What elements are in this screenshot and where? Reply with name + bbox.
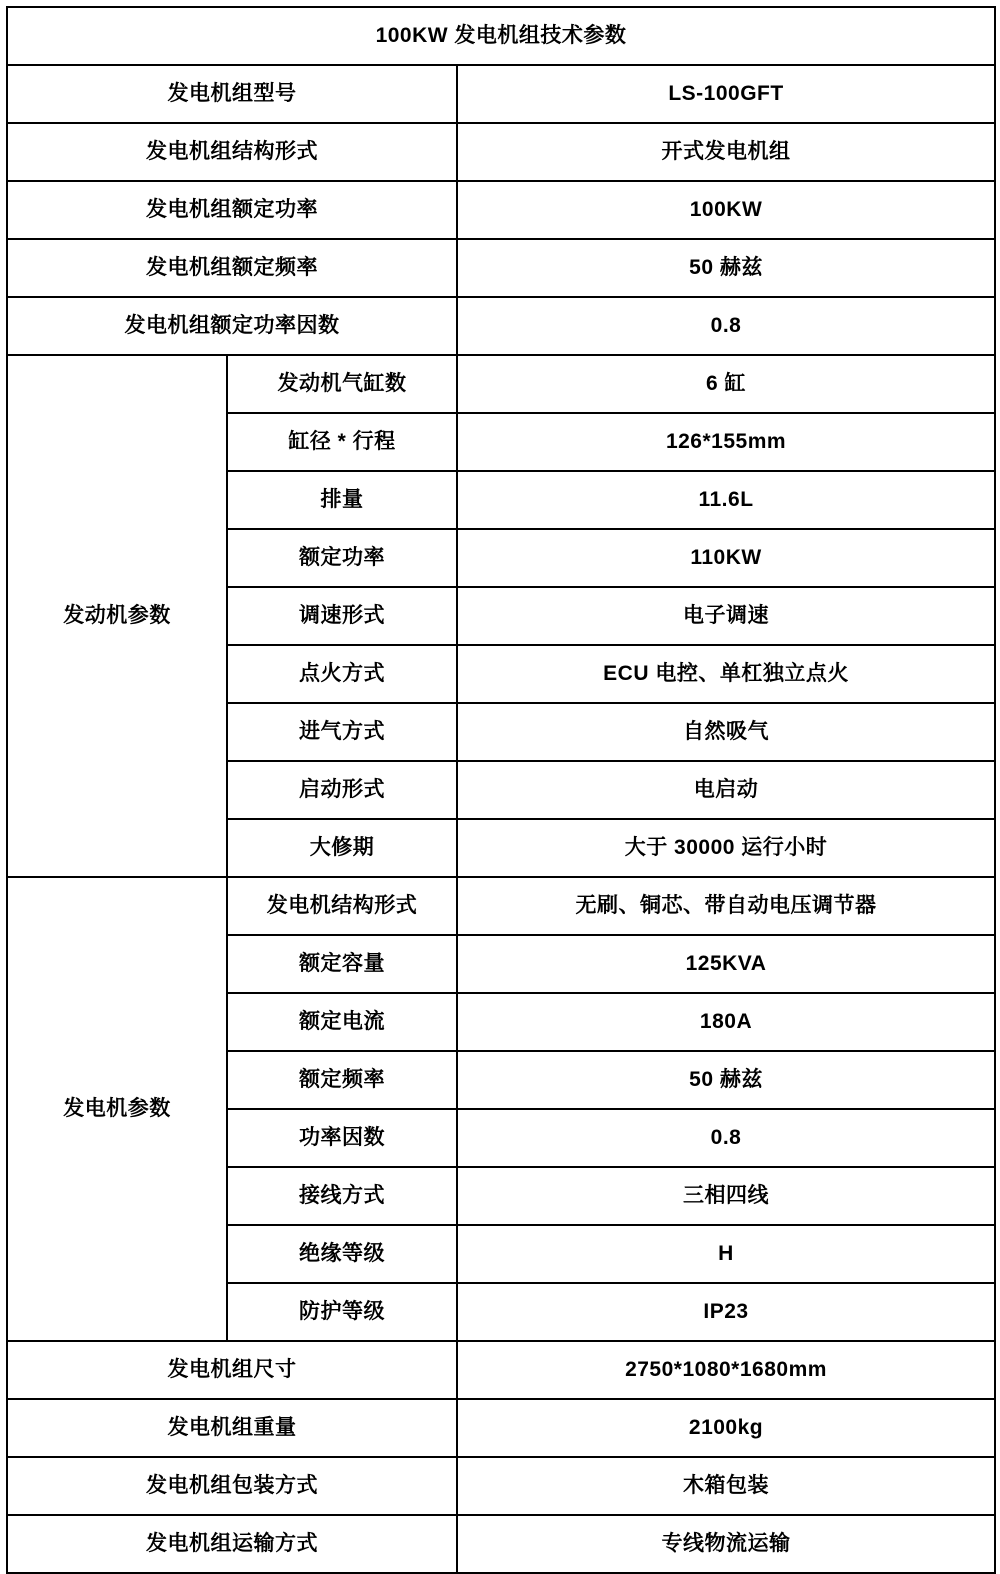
row-value: 2750*1080*1680mm	[457, 1341, 995, 1399]
row-label: 额定电流	[227, 993, 457, 1051]
row-value: 100KW	[457, 181, 995, 239]
row-label: 额定频率	[227, 1051, 457, 1109]
row-label: 发电机组包装方式	[7, 1457, 457, 1515]
table-row	[7, 297, 995, 355]
row-value: 2100kg	[457, 1399, 995, 1457]
row-value: 电子调速	[457, 587, 995, 645]
row-label: 发电机组运输方式	[7, 1515, 457, 1573]
row-value: 无刷、铜芯、带自动电压调节器	[457, 877, 995, 935]
row-label: 发电机组结构形式	[7, 123, 457, 181]
table-row	[7, 1399, 995, 1457]
table-row	[7, 1515, 995, 1573]
row-value: 126*155mm	[457, 413, 995, 471]
row-label: 启动形式	[227, 761, 457, 819]
row-label: 发电机组额定功率因数	[7, 297, 457, 355]
row-value: 180A	[457, 993, 995, 1051]
row-label: 缸径 * 行程	[227, 413, 457, 471]
row-value: 0.8	[457, 297, 995, 355]
row-value: 110KW	[457, 529, 995, 587]
row-label: 额定功率	[227, 529, 457, 587]
spec-table	[6, 6, 996, 1574]
spec-table-body	[7, 7, 995, 1573]
row-value: 专线物流运输	[457, 1515, 995, 1573]
group-label-engine: 发动机参数	[7, 355, 227, 877]
row-label: 点火方式	[227, 645, 457, 703]
row-label: 调速形式	[227, 587, 457, 645]
table-row	[7, 877, 995, 935]
row-label: 接线方式	[227, 1167, 457, 1225]
row-label: 发电机组重量	[7, 1399, 457, 1457]
row-label: 进气方式	[227, 703, 457, 761]
page-title: 100KW 发电机组技术参数	[7, 7, 995, 65]
row-label: 发电机组型号	[7, 65, 457, 123]
row-label: 防护等级	[227, 1283, 457, 1341]
table-row	[7, 1341, 995, 1399]
table-row	[7, 123, 995, 181]
row-value: 三相四线	[457, 1167, 995, 1225]
row-value: IP23	[457, 1283, 995, 1341]
row-value: 125KVA	[457, 935, 995, 993]
row-value: 木箱包装	[457, 1457, 995, 1515]
row-value: 50 赫兹	[457, 239, 995, 297]
table-title-row	[7, 7, 995, 65]
row-label: 绝缘等级	[227, 1225, 457, 1283]
row-label: 功率因数	[227, 1109, 457, 1167]
row-label: 发电机组尺寸	[7, 1341, 457, 1399]
row-value: 开式发电机组	[457, 123, 995, 181]
row-value: LS-100GFT	[457, 65, 995, 123]
row-label: 额定容量	[227, 935, 457, 993]
row-label: 发电机组额定功率	[7, 181, 457, 239]
table-row	[7, 181, 995, 239]
table-row	[7, 65, 995, 123]
row-value: H	[457, 1225, 995, 1283]
row-label: 大修期	[227, 819, 457, 877]
row-value: 6 缸	[457, 355, 995, 413]
row-label: 发动机气缸数	[227, 355, 457, 413]
group-label-alternator: 发电机参数	[7, 877, 227, 1341]
row-value: 11.6L	[457, 471, 995, 529]
row-label: 发电机结构形式	[227, 877, 457, 935]
row-value: 电启动	[457, 761, 995, 819]
table-row	[7, 239, 995, 297]
table-row	[7, 355, 995, 413]
row-value: 自然吸气	[457, 703, 995, 761]
row-value: 0.8	[457, 1109, 995, 1167]
table-row	[7, 1457, 995, 1515]
row-label: 排量	[227, 471, 457, 529]
row-value: 50 赫兹	[457, 1051, 995, 1109]
row-value: 大于 30000 运行小时	[457, 819, 995, 877]
row-label: 发电机组额定频率	[7, 239, 457, 297]
row-value: ECU 电控、单杠独立点火	[457, 645, 995, 703]
